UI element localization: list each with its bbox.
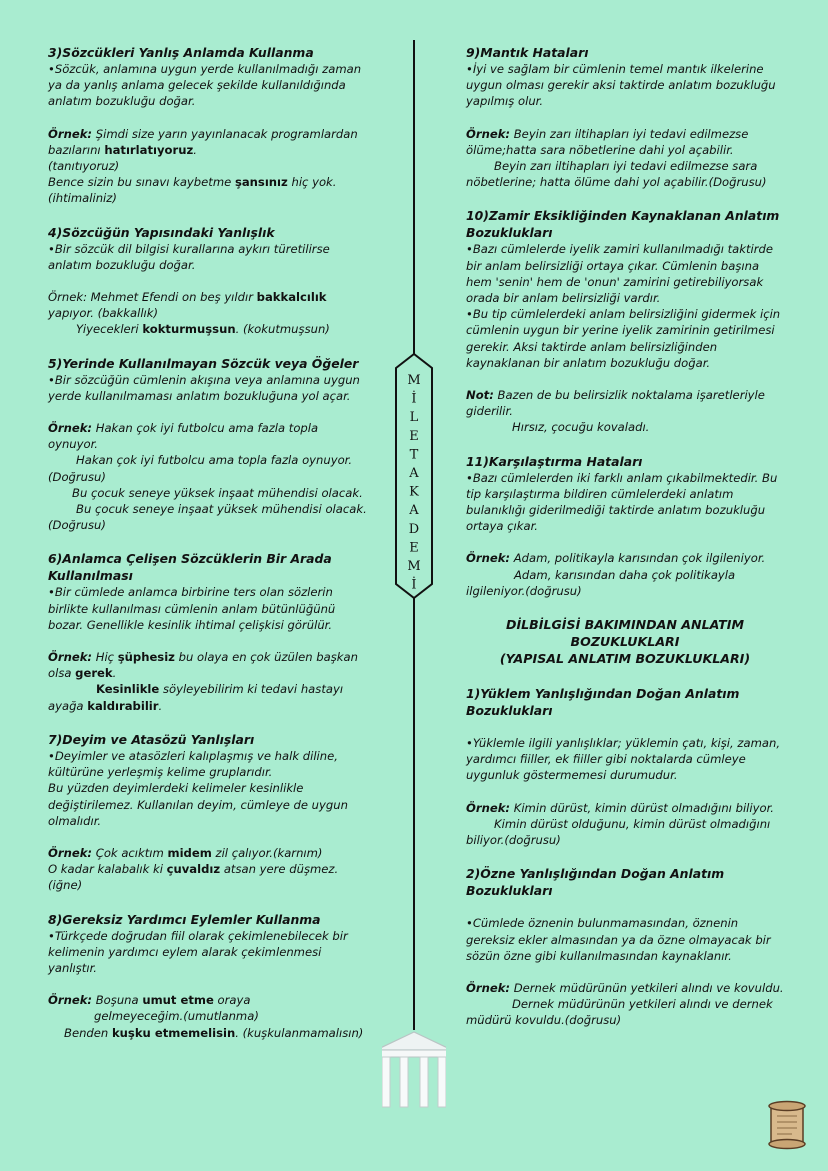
section-y2 (466, 865, 784, 1028)
section-7-desc-2: Bu yüzden deyimlerdeki kelimeler kesinlikle değiştirilemez. Kullanılan deyim, cümleye de uygun olmalıdır. (48, 781, 348, 828)
scroll-roll-bottom (769, 1140, 805, 1149)
banner-letter: L (409, 410, 419, 426)
section-3-example-2-fix: (ihtimaliniz) (48, 191, 117, 206)
grammar-heading-line-1: DİLBİLGİSİ BAKIMINDAN ANLATIM (506, 617, 744, 633)
section-3-title: 3)Sözcükleri Yanlış Anlamda Kullanma (48, 45, 314, 60)
section-10 (466, 207, 784, 435)
section-y1-example-1: Örnek: Kimin dürüst, kimin dürüst olmadığını biliyor. (466, 800, 774, 815)
section-11-example-2: Adam, karısından daha çok politikayla ilgileniyor.(doğrusu) (466, 567, 736, 598)
scroll-roll-top (769, 1102, 805, 1111)
section-8-example-1-cont: gelmeyeceğim.(umutlanma) (94, 1009, 259, 1024)
banner-letter: E (409, 540, 419, 556)
section-8-desc: •Türkçede doğrudan fiil olarak çekimlenebilecek bir kelimenin yardımcı eylem alarak çekimlenmesi yanlıştır. (48, 928, 348, 975)
section-3 (48, 44, 370, 207)
section-11-example-1: Örnek: Adam, politikayla karısından çok ilgileniyor. (466, 551, 766, 566)
section-10-desc-2: •Bu tip cümlelerdeki anlam belirsizliğini gidermek için cümlenin uygun bir yerine iyelik zamirinin getirilmesi gerekir. Aksi taktirde anlam belirsizliğinden kaynaklanan bir anlatım bozukluğu doğar. (466, 307, 781, 370)
banner-letter: D (408, 521, 420, 537)
section-5-desc: •Bir sözcüğün cümlenin akışına veya anlamına uygun yerde kullanılmaması anlatım bozukluğuna yol açar. (48, 372, 360, 403)
section-3-example-1-fix: (tanıtıyoruz) (48, 159, 120, 174)
section-y1 (466, 685, 784, 848)
section-8 (48, 911, 370, 1041)
section-10-note: Not: Bazen de bu belirsizlik noktalama işaretleriyle giderilir. (466, 388, 765, 419)
section-y2-desc: •Cümlede öznenin bulunmamasından, öznenin gereksiz ekler almasından ya da özne olmayacak bir sözün özne gibi kullanılmasından kaynaklanır. (466, 916, 771, 963)
banner-letter: A (409, 503, 419, 519)
section-9-desc: •İyi ve sağlam bir cümlenin temel mantık ilkelerine uygun olması gerekir aksi taktirde anlatım bozukluğu yapılmış olur. (466, 62, 776, 109)
section-y2-example-2: Dernek müdürünün yetkileri alındı ve dernek müdürü kovuldu.(doğrusu) (466, 997, 773, 1028)
section-7-example-1: Örnek: Çok acıktım midem zil çalıyor.(karnım) (48, 845, 323, 860)
section-5 (48, 355, 370, 534)
section-4-example-2: Yiyecekleri kokturmuşsun. (kokutmuşsun) (76, 322, 330, 337)
section-5-example-3: Bu çocuk seneye yüksek inşaat mühendisi olacak. (72, 485, 363, 500)
section-11-desc: •Bazı cümlelerden iki farklı anlam çıkabilmektedir. Bu tip karşılaştırma bildiren cümlelerdeki anlatım bulanıklığı giderilmediği taktirde anlatım bozukluğu ortaya çıkar. (466, 470, 778, 534)
section-10-note-example: Hırsız, çocuğu kovaladı. (512, 420, 650, 435)
banner-letter: A (409, 466, 419, 481)
section-8-example-2: Benden kuşku etmemelisin. (kuşkulanmamalısın) (64, 1025, 364, 1040)
banner-letter: İ (411, 577, 417, 593)
banner-letter: T (409, 447, 419, 463)
section-5-example-4: Bu çocuk seneye inşaat yüksek mühendisi olacak. (Doğrusu) (48, 502, 367, 533)
section-8-title: 8)Gereksiz Yardımcı Eylemler Kullanma (48, 911, 321, 927)
scroll-paper (771, 1106, 803, 1144)
section-9-example-2: Beyin zarı iltihapları iyi tedavi edilmezse sara nöbetlerine; hatta ölüme dahi yol açabilir.(Doğrusu) (466, 159, 767, 190)
section-5-title: 5)Yerinde Kullanılmayan Sözcük veya Öğeler (48, 355, 359, 371)
section-8-example-1: Örnek: Boşuna umut etme oraya (48, 993, 251, 1008)
building-roof (382, 1032, 446, 1050)
section-y2-title: 2)Özne Yanlışlığından Doğan Anlatım Bozuklukları (466, 866, 725, 899)
section-6-title: 6)Anlamca Çelişen Sözcüklerin Bir Arada Kullanılması (48, 551, 332, 584)
section-y2-example-1: Örnek: Dernek müdürünün yetkileri alındı ve kovuldu. (466, 980, 784, 995)
building-pillar-3 (420, 1057, 428, 1107)
center-divider (382, 40, 446, 1120)
building-pillar-4 (438, 1057, 446, 1107)
section-4-example-1: Örnek: Mehmet Efendi on beş yıldır bakkalcılık yapıyor. (bakkallık) (48, 290, 327, 321)
section-9 (466, 44, 784, 190)
section-5-example-2: Hakan çok iyi futbolcu ama topla fazla oynuyor. (Doğrusu) (48, 453, 353, 484)
section-6-example-1: Örnek: Hiç şüphesiz bu olaya en çok üzülen başkan olsa gerek. (48, 650, 358, 681)
grammar-heading (466, 616, 784, 667)
grammar-heading-line-3: (YAPISAL ANLATIM BOZUKLUKLARI) (499, 651, 751, 667)
right-column (466, 44, 784, 1046)
banner-letter: M (407, 373, 421, 388)
section-9-example-1: Örnek: Beyin zarı iltihapları iyi tedavi edilmezse ölüme;hatta sara nöbetlerine dahi yol açabilir. (466, 126, 749, 157)
section-4 (48, 224, 370, 338)
left-column (48, 44, 370, 1058)
building-pillar-1 (382, 1057, 390, 1107)
section-7 (48, 731, 370, 894)
section-5-example-1: Örnek: Hakan çok iyi futbolcu ama fazla topla oynuyor. (48, 421, 319, 452)
section-y1-desc: •Yüklemle ilgili yanlışlıklar; yüklemin çatı, kişi, zaman, yardımcı fiiller, ek fiiller gibi noktalarda cümleye uygunluk göstermemesi durumudur. (466, 736, 781, 783)
scroll-icon (764, 1100, 810, 1150)
banner-letter: E (409, 428, 419, 444)
banner-letter: M (407, 559, 421, 574)
grammar-heading-line-2: BOZUKLUKLARI (570, 634, 680, 650)
section-y1-example-2: Kimin dürüst olduğunu, kimin dürüst olmadığını biliyor.(doğrusu) (466, 816, 771, 848)
section-7-title: 7)Deyim ve Atasözü Yanlışları (48, 731, 255, 747)
section-6-desc: •Bir cümlede anlamca birbirine ters olan sözlerin birlikte kullanılması cümlenin anlam bütünlüğünü bozar. Genellikle kesinlik ihtimal çelişkisi görülür. (48, 585, 336, 632)
section-3-example-2: Bence sizin bu sınavı kaybetme şansınız hiç yok. (48, 175, 337, 190)
section-4-desc: •Bir sözcük dil bilgisi kurallarına aykırı türetilirse anlatım bozukluğu doğar. (48, 241, 330, 272)
section-4-title: 4)Sözcüğün Yapısındaki Yanlışlık (48, 224, 275, 240)
section-6 (48, 550, 370, 713)
section-7-example-2: O kadar kalabalık ki çuvaldız atsan yere düşmez.(iğne) (48, 862, 339, 893)
section-6-example-2: Kesinlikle söyleyebilirim ki tedavi hastayı ayağa kaldırabilir. (48, 682, 344, 713)
banner-letter: K (409, 484, 419, 500)
section-7-desc-1: •Deyimler ve atasözleri kalıplaşmış ve halk diline, kültürüne yerleşmiş kelime gruplarıdır. (48, 748, 338, 780)
column-building-icon (382, 1032, 446, 1107)
banner-letter: İ (411, 391, 417, 407)
section-3-example-1: Örnek: Şimdi size yarın yayınlanacak programlardan bazılarını hatırlatıyoruz. (48, 126, 358, 157)
section-9-title: 9)Mantık Hataları (466, 45, 589, 60)
section-10-desc-1: •Bazı cümlelerde iyelik zamiri kullanılmadığı taktirde bir anlam belirsizliği ortaya çıkar. Cümlenin başına hem 'senin' hem de 'onun' zamirini getirebiliyorsak orada bir anlam belirsizliği vardır. (466, 242, 774, 306)
section-11 (466, 453, 784, 599)
building-beam (382, 1050, 446, 1057)
section-11-title: 11)Karşılaştırma Hataları (466, 453, 643, 469)
section-y1-title: 1)Yüklem Yanlışlığından Doğan Anlatım Bozuklukları (466, 686, 740, 719)
section-10-title: 10)Zamir Eksikliğinden Kaynaklanan Anlatım Bozuklukları (466, 208, 780, 241)
section-3-desc: •Sözcük, anlamına uygun yerde kullanılmadığı zaman ya da yanlış anlama gelecek şekilde kullanıldığında anlatım bozukluğu doğar. (48, 62, 362, 109)
building-pillar-2 (400, 1057, 408, 1107)
